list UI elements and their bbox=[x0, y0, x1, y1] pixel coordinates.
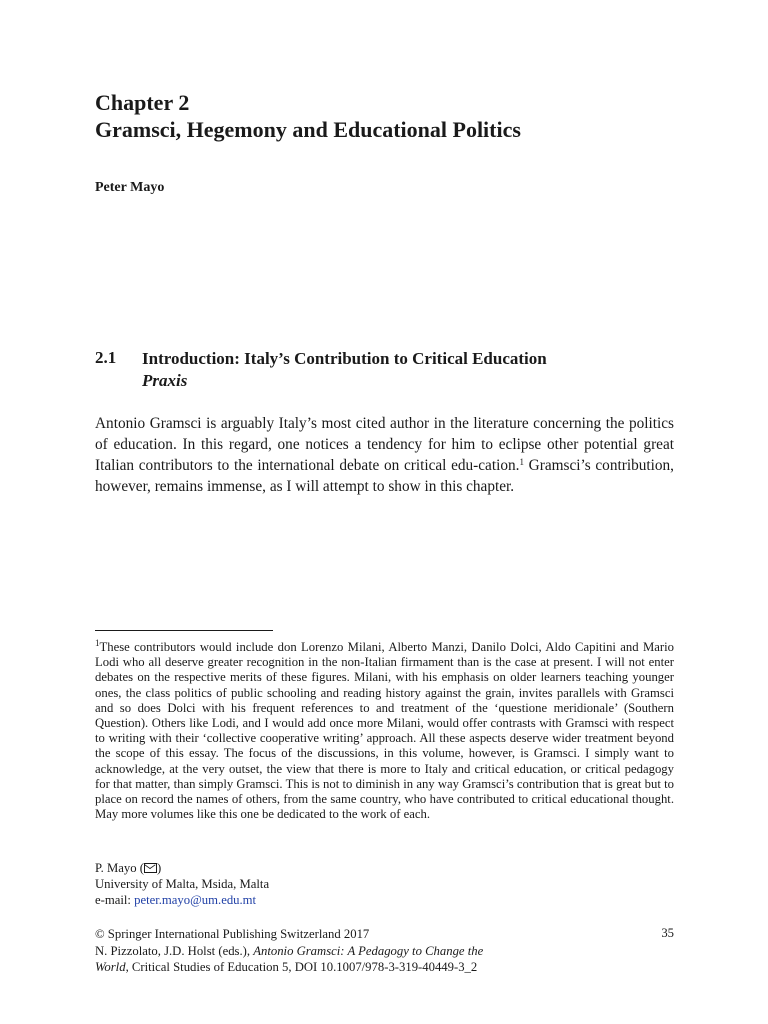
affiliation-email-line bbox=[95, 892, 269, 908]
book-title-part2: World bbox=[95, 960, 126, 974]
footnote-marker: 1 bbox=[95, 638, 100, 648]
series-doi: , Critical Studies of Education 5, DOI 10.1007/978-3-319-40449-3_2 bbox=[125, 960, 478, 974]
footnote-divider bbox=[95, 630, 273, 631]
body-text-part1: Antonio Gramsci is arguably Italy’s most cited author in the literature concerning the politics of education. In this regard, one notices a tendency for him to eclipse other potential great Italian contributors to the international debate on critical edu-cation. bbox=[95, 415, 674, 474]
section-title-line1: Introduction: Italy’s Contribution to Critical Education bbox=[142, 349, 547, 368]
book-title-part1: Antonio Gramsci: A Pedagogy to Change the bbox=[253, 943, 484, 958]
affiliation-name: P. Mayo bbox=[95, 861, 137, 875]
email-label: e-mail: bbox=[95, 893, 135, 907]
chapter-title: Gramsci, Hegemony and Educational Politics bbox=[95, 117, 521, 142]
section-title bbox=[142, 348, 547, 392]
copyright-block bbox=[95, 926, 674, 976]
section-title-line2: Praxis bbox=[142, 371, 188, 390]
affiliation-name-line: P. Mayo ( ) bbox=[95, 861, 162, 875]
email-link[interactable]: peter.mayo@um.edu.mt bbox=[134, 893, 257, 907]
section-number: 2.1 bbox=[95, 348, 117, 367]
body-paragraph bbox=[95, 413, 674, 497]
author-name: Peter Mayo bbox=[95, 180, 165, 195]
chapter-label: Chapter 2 bbox=[95, 90, 190, 115]
envelope-icon bbox=[144, 863, 157, 873]
footnote-reference[interactable]: 1 bbox=[519, 457, 524, 467]
copyright-line: © Springer International Publishing Switzerland 2017 bbox=[95, 927, 370, 941]
footnote-text: These contributors would include don Lorenzo Milani, Alberto Manzi, Danilo Dolci, Aldo Capitini and Mario Lodi who all deserve greater recognition in the non-Italian firmament than is the case at present. I will not enter debates on the respective merits of these figures. Milani, with his emphasis on older learners teaching younger ones, the class politics of public schooling and reading history against the grain, invites parallels with Gramsci and so does Dolci with his frequent references to and treatment of the ‘questione meridionale’ (Southern Question). Others like Lodi, and I would add once more Milani, would offer contrasts with Gramsci with respect to writing with their ‘collective cooperative writing’ approach. All these aspects deserve wider treatment beyond the scope of this essay. The focus of the discussions, in this volume, however, is Gramsci. I simply want to acknowledge, at the very outset, the view that there is more to Italy and critical education, or critical pedagogy for that matter, than simply Gramsci. This is not to diminish in any way Gramsci’s contribution that is great but to place on record the names of others, from the same country, who have contributed to critical educational thought. May more volumes like this one be dedicated to the work of each. bbox=[95, 640, 674, 822]
citation-line-1 bbox=[95, 943, 674, 960]
affiliation-institution: University of Malta, Msida, Malta bbox=[95, 877, 270, 891]
page-number: 35 bbox=[661, 926, 674, 940]
author-affiliation bbox=[95, 860, 269, 908]
body-text-part2: Gramsci’s contribution, however, remains immense, as I will attempt to show in this chapter. bbox=[95, 457, 674, 495]
footnote bbox=[95, 640, 674, 822]
editors: N. Pizzolato, J.D. Holst (eds.), bbox=[95, 943, 254, 958]
citation-line-2 bbox=[95, 959, 674, 976]
